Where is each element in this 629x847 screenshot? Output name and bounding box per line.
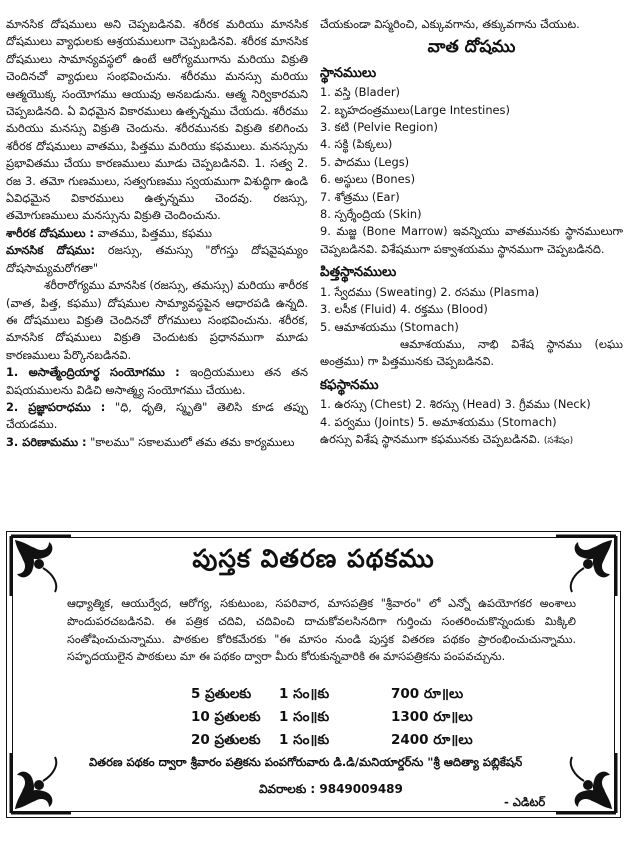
- pitta-note: ఆమాశయము, నాభి విశేష స్థానము (లఘు అంత్రము) గా పిత్తమునకు చెప్పబడినవి.: [320, 336, 623, 369]
- contact-phone: వివరాలకు : 9849009489: [259, 782, 403, 796]
- cause-item-1-text: ఇంద్రియములు తన తన విషయములను విడిచి అసాత్మ్య సంయోగము చేయుట.: [6, 365, 309, 397]
- cause-item-3: [6, 434, 308, 451]
- kapha-item: 1. ఉరస్సు (Chest) 2. శిరస్సు (Head) 3. గ్రీవము (Neck): [320, 397, 591, 412]
- plan-period: 1 సం॥కు: [279, 686, 330, 702]
- cause-item-2-label: 2. ప్రజ్ఞాపరాధము :: [6, 399, 106, 414]
- manasika-dosha-text: రజస్సు, తమస్సు "రోగస్తు దోషవైషమ్యం దోషసామ్యమరోగతా": [6, 243, 309, 275]
- sharirika-dosha-line: [6, 225, 308, 242]
- payment-note: వితరణ పథకం ద్వారా శ్రీవారం పత్రికను పంపగోరువారు డి.డి/మనియార్డర్‌ను "శ్రీ ఆదిత్యా పబ్లికేషన్: [89, 755, 523, 769]
- plan-row: [191, 683, 473, 706]
- cause-item-2-text: "ధి, ధృతి, స్మృతి" తెలిసి కూడ తప్పు చేయడము.: [6, 399, 308, 432]
- continued-tag: (సశేషం): [543, 435, 574, 446]
- box-title: పుస్తక వితరణ పథకము: [192, 544, 435, 573]
- book-distribution-box: [6, 531, 621, 818]
- kapha-note: ఉరస్సు విశేష స్థానముగా కఫమునకు చెప్పబడినవి.: [320, 431, 541, 446]
- pitta-item: 5. ఆమాశయము (Stomach): [320, 319, 459, 334]
- vata-item-last: 9. మజ్జ (Bone Marrow) ఇవన్నియు వాతమునకు స్థానములుగా చెప్పబడినవి. విశేషముగా పక్వాశయము స్థానముగా చెప్పబడినది.: [320, 224, 623, 256]
- sharirika-dosha-text: వాతము, పిత్తము, కఫము: [94, 225, 212, 240]
- plan-price: 700 రూ॥లు: [391, 686, 464, 702]
- plan-row: [191, 706, 473, 729]
- plan-copies: 10 ప్రతులకు: [191, 709, 261, 725]
- manasika-dosha-line: [6, 242, 308, 277]
- cause-item-1: [6, 364, 308, 399]
- pitta-item: 3. లసీక (Fluid) 4. రక్తము (Blood): [320, 302, 488, 317]
- plan-period: 1 సం॥కు: [279, 709, 330, 725]
- vata-dosha-title: వాత దోషము: [427, 37, 516, 58]
- vata-item: 1. వస్తి (Blader): [320, 85, 400, 100]
- vata-item: 3. కటి (Pelvie Region): [320, 120, 438, 135]
- box-body-text: ఆధ్యాత్మిక, ఆయుర్వేద, ఆరోగ్య, సకుటుంబ, సపరివార, మాసపత్రిక "శ్రీవారం" లో ఎన్నో ఉపయోగకర అంశాలు పొందుపరచబడినవి. ఈ పత్రిక చదివి, చదివించి దాచుకోవలసినదిగా గుర్తించు సంతరించుకొన్నందుకు మిక్కిలి సంతోషించుచున్నాము. పాఠకుల కోరికమేరకు "ఈ మాసం నుండి పుస్తక వితరణ పథకం ప్రారంభించుచున్నాము. సహృదయులైన పాఠకులు మా ఈ పథకం ద్వారా మీరు కోరుకున్నవారికి ఈ మాసపత్రికను పంపవచ్చును.: [67, 597, 576, 664]
- right-column: [320, 16, 623, 450]
- vata-item: 2. బృహదంత్రములు(Large Intestines): [320, 102, 510, 117]
- continued-text: చేయకుండా విస్మరించి, ఎక్కువగాను, తక్కువగాను చేయుట.: [320, 17, 580, 31]
- floral-corner-icon: [9, 751, 73, 815]
- sharirika-dosha-label: శారీరక దోషములు :: [6, 225, 95, 240]
- plan-row: [191, 729, 473, 752]
- pitta-sthanamulu-heading: పిత్తస్థానములు: [320, 264, 397, 281]
- kapha-note-line: [320, 431, 623, 450]
- vata-item: 8. స్పర్శేంద్రియ (Skin): [320, 207, 422, 222]
- health-paragraph: శరీరారోగ్యము మానసిక (రజస్సు, తమస్సు) మరియు శారీరక (వాత, పిత్త, కఫము) దోషముల సామ్యావస్థపైన ఆధారపడి ఉన్నది. ఈ దోషములు విక్రుతి చెందినచో రోగములు సంభవించును. శరీరక, మానసిక దోషములు విక్రుతి చెందుటకు ప్రధానముగా మూడు కారణములు పేర్కొనబడినవి.: [6, 278, 308, 362]
- plan-period: 1 సం॥కు: [279, 732, 330, 748]
- manasika-dosha-label: మానసిక దోషము:: [6, 243, 96, 258]
- vata-item: 6. అస్థులు (Bones): [320, 172, 416, 187]
- cause-item-1-label: 1. అసాత్మేంద్రియార్థ సంయోగము :: [6, 365, 180, 380]
- vata-item: 7. శోత్రము (Ear): [320, 189, 400, 204]
- vata-item: 4. సక్థి (పిక్కలు): [320, 137, 393, 152]
- vata-item: 5. పాదము (Legs): [320, 154, 410, 169]
- plan-price: 2400 రూ॥లు: [391, 732, 473, 748]
- subscription-plans: [191, 683, 473, 752]
- plan-copies: 5 ప్రతులకు: [191, 686, 252, 702]
- cause-item-3-label: 3. పరిణామము :: [6, 434, 87, 449]
- plan-price: 1300 రూ॥లు: [391, 709, 473, 725]
- cause-item-2: [6, 399, 308, 434]
- left-column: [6, 16, 308, 451]
- intro-paragraph: మానసిక దోషములు అని చెప్పబడినవి. శరీరక మరియు మానసిక దోషములు వ్యాధులకు ఆశ్రయములుగా చెప్పబడినవి. శరీరక మానసిక దోషములు సామాన్యవస్థలో ఉంటే ఆరోగ్యముగాను మరియు విక్రుతి చెందినచో వ్యాధులు సంభవించును. శరీరము మనస్సు మరియు ఆత్మయొక్క సంయోగము ఆయువు అనబడును. ఆత్మ నిర్వికారమని చెప్పబడినది. ఏ విధమైన వికారములు ఉత్పన్నము చేయదు. శరీరము మరియు మనస్సు విక్రుతి చెందును. శరీరమునకు విక్రుతి కలిగించు శరీరక దోషములు వాతము, పిత్తము మరియు కఫములు. మనస్సును ప్రభావితము చేయు కారణములు మూడు చెప్పబడినవి. 1. సత్వ 2. రజ 3. తమో గుణములు, సత్వగుణము స్వయముగా విశుద్ధిగా ఉండి ఏవిధమైన వికారములు ఉత్పన్నము చెందవు. రజస్సు, తమోగుణములు మనస్సును విక్రుతి చెందించును.: [6, 17, 308, 223]
- plan-copies: 20 ప్రతులకు: [191, 732, 261, 748]
- floral-corner-icon: [554, 751, 618, 815]
- editor-signature: - ఎడిటర్: [504, 795, 546, 809]
- vata-sthanamulu-heading: స్థానములు: [320, 64, 377, 81]
- kapha-sthanamu-heading: కఫస్థానము: [320, 376, 379, 393]
- cause-item-3-text: "కాలము" సకాలములో తమ తమ కార్యములు: [86, 434, 295, 449]
- pitta-item: 1. స్వేదము (Sweating) 2. రసము (Plasma): [320, 284, 540, 299]
- kapha-item: 4. పర్వము (Joints) 5. అమాశయము (Stomach): [320, 414, 557, 429]
